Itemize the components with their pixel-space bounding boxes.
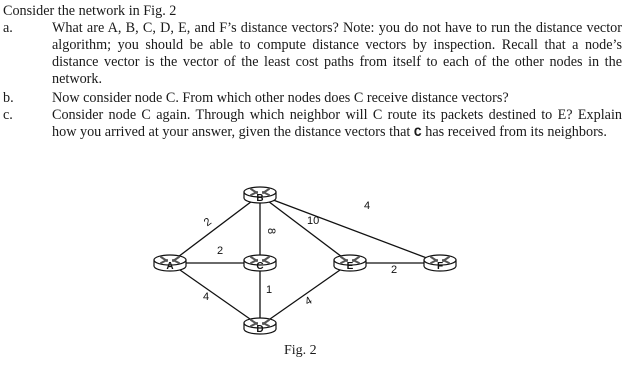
router-label-a: A: [166, 261, 174, 272]
edge-label-b-f: 4: [364, 200, 371, 212]
edges: [170, 195, 440, 326]
edge-label-b-c: 8: [265, 228, 277, 235]
question-a-text: What are A, B, C, D, E, and F’s distance vectors? Note: you do not have to run the distance vector algorithm; you should be able to compute distance vectors by inspection. Recall that a node’s distance vector is the vector of the least cost paths from itself to each of the other nodes in the network.: [52, 20, 622, 87]
router-label-f: F: [436, 261, 444, 272]
router-d: [244, 318, 276, 335]
figure-caption: Fig. 2: [284, 343, 317, 358]
edge-label-c-d: 1: [266, 284, 273, 296]
question-b-text: Now consider node C. From which other nodes does C receive distance vectors?: [52, 90, 509, 106]
question-b-label: b.: [3, 90, 14, 106]
question-c-text-part2: has received from its neighbors.: [421, 124, 607, 140]
edge-b-f: [260, 195, 440, 263]
edge-label-a-c: 2: [217, 245, 224, 257]
router-label-d: D: [256, 324, 264, 335]
edge-label-b-e: 10: [307, 215, 320, 227]
edge-label-a-d: 4: [203, 291, 210, 303]
intro-text: Consider the network in Fig. 2: [3, 3, 177, 19]
router-label-e: E: [346, 261, 354, 272]
edge-label-e-f: 2: [391, 264, 398, 276]
edge-d-e: [260, 263, 350, 326]
question-c-label: c.: [3, 107, 13, 123]
question-a-label: a.: [3, 20, 13, 36]
router-b: [244, 187, 276, 204]
question-c-text-part1: Consider node C again. Through which neighbor will C route its packets destined to E? Explain how you arrived at your answer, given the distance vectors that: [52, 107, 622, 140]
router-label-b: B: [256, 193, 264, 204]
router-e: [334, 255, 366, 272]
question-c-code-node: C: [413, 125, 422, 140]
edge-label-d-e: 4: [303, 294, 315, 309]
router-c: [244, 255, 276, 272]
edge-label-a-b: 2: [201, 215, 214, 229]
edge-a-d: [170, 263, 260, 326]
router-f: [424, 255, 456, 272]
router-a: [154, 255, 186, 272]
router-label-c: C: [256, 261, 264, 272]
edge-a-b: [170, 195, 260, 263]
router-nodes: [154, 187, 456, 335]
